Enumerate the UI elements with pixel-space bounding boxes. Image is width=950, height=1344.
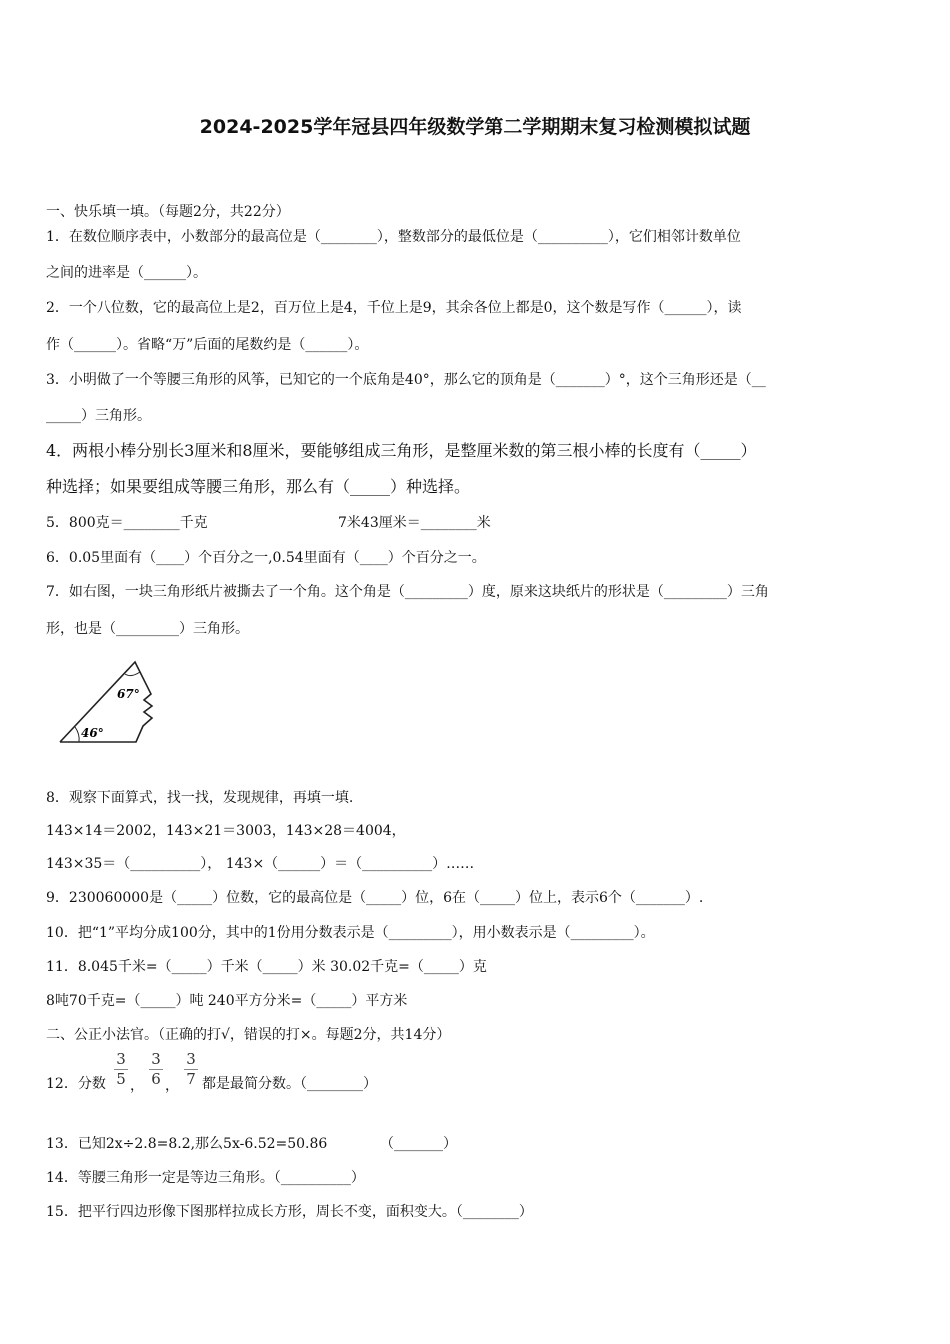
question-2-line-2: 作（______）。省略“万”后面的尾数约是（______）。 <box>46 337 369 353</box>
fraction-numerator: 3 <box>114 1050 128 1070</box>
fraction-separator: ， <box>130 1078 144 1094</box>
question-8-line-2: 143×14＝2002，143×21＝3003，143×28＝4004， <box>46 823 406 839</box>
question-4-line-1: 4．两根小棒分别长3厘米和8厘米，要能够组成三角形，是整厘米数的第三根小棒的长度有（_____） <box>46 441 757 460</box>
question-6: 6．0.05里面有（____）个百分之一,0.54里面有（____）个百分之一。 <box>46 550 486 566</box>
angle-arc-left <box>75 727 79 742</box>
fraction-3-7 <box>184 1050 198 1089</box>
question-5-part-1: 5．800克＝________千克 <box>46 515 208 531</box>
fraction-numerator: 3 <box>184 1050 198 1070</box>
question-8-line-3: 143×35＝（__________）， 143×（______）＝（__________）…… <box>46 856 475 872</box>
question-8-line-1: 8．观察下面算式，找一找，发现规律，再填一填. <box>46 790 354 806</box>
question-14: 14．等腰三角形一定是等边三角形。（__________） <box>46 1170 365 1186</box>
question-4-line-2: 种选择；如果要组成等腰三角形，那么有（_____）种选择。 <box>46 477 471 496</box>
question-3-line-1: 3．小明做了一个等腰三角形的风筝，已知它的一个底角是40°，那么它的顶角是（_______）°，这个三角形还是（__ <box>46 372 766 388</box>
question-15: 15．把平行四边形像下图那样拉成长方形，周长不变，面积变大。（________） <box>46 1204 533 1220</box>
fraction-denominator: 7 <box>186 1070 196 1088</box>
question-1-line-1: 1．在数位顺序表中，小数部分的最高位是（________），整数部分的最低位是（__________），它们相邻计数单位 <box>46 229 741 245</box>
question-13-answer: （_______） <box>380 1136 457 1152</box>
fraction-3-5 <box>114 1050 128 1089</box>
question-11-line-1: 11．8.045千米=（_____）千米（_____）米 30.02千克=（_____）克 <box>46 959 487 975</box>
question-1-line-2: 之间的进率是（______）。 <box>46 265 207 281</box>
question-10: 10．把“1”平均分成100分，其中的1份用分数表示是（_________），用小数表示是（_________）。 <box>46 925 655 941</box>
question-7-line-2: 形，也是（_________）三角形。 <box>46 621 249 637</box>
angle-arc-top <box>125 672 140 676</box>
fraction-numerator: 3 <box>149 1050 163 1070</box>
fraction-3-6 <box>149 1050 163 1089</box>
angle-label-67: 67° <box>117 687 140 701</box>
question-12-prefix: 12．分数 <box>46 1076 106 1092</box>
question-5-part-2: 7米43厘米＝________米 <box>338 515 491 531</box>
question-2-line-1: 2．一个八位数，它的最高位上是2，百万位上是4，千位上是9，其余各位上都是0，这个数是写作（______），读 <box>46 300 742 316</box>
triangle-outline <box>60 662 152 742</box>
question-3-line-2: _____）三角形。 <box>46 408 151 424</box>
fraction-denominator: 5 <box>116 1070 126 1088</box>
torn-triangle-figure <box>55 656 165 748</box>
question-9: 9．230060000是（_____）位数，它的最高位是（_____）位，6在（_____）位上，表示6个（_______）. <box>46 890 704 906</box>
question-11-line-2: 8吨70千克=（_____）吨 240平方分米=（_____）平方米 <box>46 993 408 1009</box>
fraction-denominator: 6 <box>151 1070 161 1088</box>
section-heading-2: 二、公正小法官。（正确的打√，错误的打×。每题2分，共14分） <box>46 1027 451 1043</box>
angle-label-46: 46° <box>81 726 104 740</box>
question-13: 13．已知2x÷2.8=8.2,那么5x-6.52=50.86 <box>46 1136 328 1152</box>
section-heading-1: 一、快乐填一填。（每题2分，共22分） <box>46 204 290 220</box>
question-7-line-1: 7．如右图，一块三角形纸片被撕去了一个角。这个角是（_________）度，原来这块纸片的形状是（_________）三角 <box>46 584 769 600</box>
page-title: 2024-2025学年冠县四年级数学第二学期期末复习检测模拟试题 <box>199 116 751 138</box>
fraction-separator: ， <box>165 1078 179 1094</box>
question-12-suffix: 都是最简分数。（________） <box>202 1076 377 1092</box>
